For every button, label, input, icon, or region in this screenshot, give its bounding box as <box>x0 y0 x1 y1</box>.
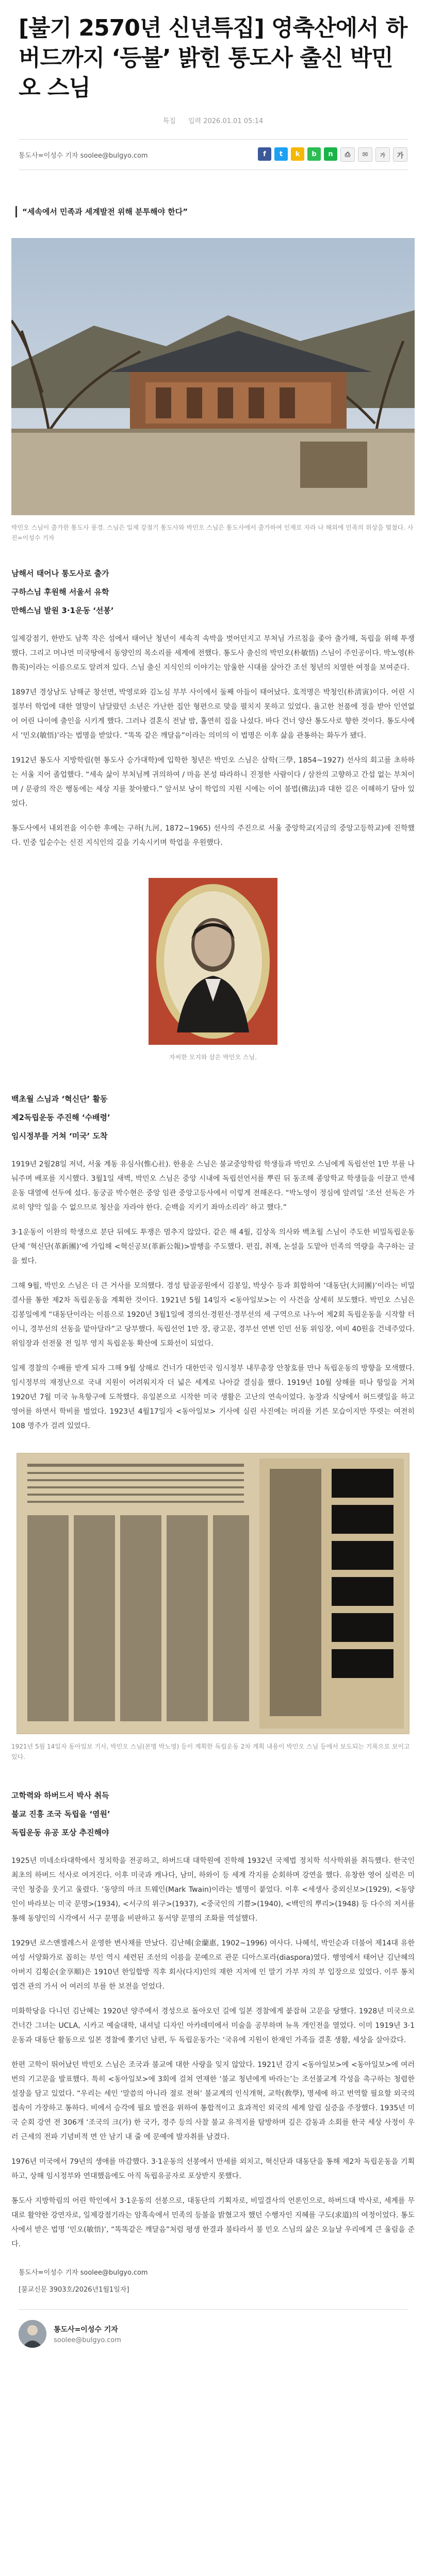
mail-icon[interactable]: ✉ <box>358 147 372 162</box>
article-section[interactable]: 특집 <box>162 117 176 125</box>
reporter-byline[interactable]: 통도사=이성수 기자 soolee@bulgyo.com <box>19 151 148 160</box>
heading-line: 남해서 태어나 통도사로 출가 <box>11 569 109 578</box>
heading-line: 독립운동 유공 포상 추진해야 <box>11 1828 109 1837</box>
avatar[interactable] <box>19 2320 46 2348</box>
heading-line: 고학력와 하버드서 박사 취득 <box>11 1791 109 1800</box>
newspaper-illustration <box>17 1453 409 1734</box>
kakaostory-icon[interactable]: k <box>291 147 304 161</box>
print-icon[interactable]: ⎙ <box>340 147 355 162</box>
paragraph: 통도사에서 내외전을 이수한 후에는 구하(九河, 1872~1965) 선사의 주진으로 서울 중앙학교(지금의 중앙고등학교)에 진학했다. 민중 입순수는 신진 지식인의 길을 기속시키며 학업을 우원했다. <box>11 824 415 847</box>
paragraph: 그해 9월, 박민오 스님은 더 큰 거사를 모의했다. 경성 탑골공원에서 김봉일, 박상수 등과 회합하여 ‘대동단(大同團)’이라는 비밀결사를 통한 제2차 독립운동을 계획한 것이다. 1921년 5월 14일자 <동아일보>는 이 사건을 상세히 보도했다. 박민오 스님은 김봉일에게 “대동단이라는 이름으로 1920년 3월1일에 경의선·경원선·경부선의 세 구역으로 나누어 제2회 독립운동을 시작할 터이니, 경부선의 선동을 맡아달라”고 당부했다. 독립선언 1만 장, 광고문, 경부선 연변 인민 선동 위임장, 여비 40원을 건네주었다. 위임장과 선전물 전 일부 영지 독립운동 확산에 도화선이 되었다. <box>11 1282 415 1348</box>
newspaper-clipping-photo <box>17 1453 409 1734</box>
portrait-photo <box>149 878 277 1045</box>
temple-photo <box>11 238 415 515</box>
author-box <box>19 2309 407 2348</box>
section-heading-1 <box>11 568 426 616</box>
section-heading-2 <box>11 1093 426 1142</box>
article-date: 입력 2026.01.01 05:14 <box>188 117 264 125</box>
blog-icon[interactable]: n <box>324 147 337 161</box>
paragraph: 일제 경찰의 수배를 받게 되자 그해 9월 상해로 건너가 대한민국 임시정부 내무총장 안창호를 만나 독립운동의 방향을 모색했다. 임시정부의 재정난으로 국내 지원이 어려워지자 더 넓은 세계로 나아갈 결심을 했다. 1919년 10월 상해를 떠나 항일을 거쳐 1920년 7월 미국 뉴욕항구에 도착했다. 유일본으로 시작한 미국 생활은 고난의 연속이었다. 농장과 식당에서 허드렛일을 하고 영어를 하면서 학비를 벌었다. 1923년 4월17일자 <동아일보> 기사에 실린 사진에는 머리를 기른 모습이지만 뚜렷는 여전히 108 명주가 걸려 있었다. <box>11 1364 415 1430</box>
paragraph: 통도사 지방학림의 어린 학인에서 3·1운동의 선봉으로, 대동단의 기획자로, 비밀결사의 언론인으로, 하버드대 박사로, 세계를 무대로 활약한 강연자로, 일제강점기라는 암흑속에서 민족의 등불을 밝혔고자 했던 수행자인 지혜를 구도(求道)의 여정이었다. 통도사에서 받은 법명 ‘민오(敏悟)’, “똑똑같은 깨달음”처럼 평생 한결과 불타라서 불 민오 스님의 삶은 오늘날 우리에게 큰 울림을 준다. <box>11 2197 415 2248</box>
facebook-icon[interactable]: f <box>258 147 271 161</box>
paragraph: 1919년 2월28일 저녁, 서울 계동 유심사(惟心社). 한용운 스님은 불교중앙학림 학생들과 박민오 스님에게 독립선언 1만 부를 나눠주며 배포를 지시했다. 3월1일 새벽, 박민오 스님은 중앙 시내에 독립선언서를 뿌린 뒤 동조해 종앙학교 학생들을 이끌고 만세운동 대열에 선두에 섰다. 동궁골 박수현은 중앙 임관 중앙고등사에서 이렇게 전해온다. “박노영이 정심에 앞려일 ‘조선 선독은 가로히 양악 일을 수 없으므로 청산을 자라야 한다. 순백을 지키기 좌마소리라’ 하고 했다.” <box>11 1160 415 1212</box>
heading-line: 백초월 스님과 ‘혁신단’ 활동 <box>11 1094 108 1104</box>
paragraph: 3·1운동이 이완의 학생으로 분단 뒤에도 투쟁은 멈추지 않았다. 같은 해 4월, 김상옥 의사와 백초월 스님이 주도한 비밀독립운동단체 ‘혁신단(革新團)’에 가입해 <혁신공보(革新公報)>발행을 주도했다. 편집, 취재, 논설을 도맡아 민족의 역량을 촉구하는 글을 썼다. <box>11 1228 415 1265</box>
share-buttons <box>258 147 407 162</box>
section-heading-3 <box>11 1790 426 1838</box>
paragraph: 1976년 미국에서 79년의 생애를 마감했다. 3·1운동의 선봉에서 만세를 외치고, 혁신단과 대동단을 통해 제2차 독립운동을 기획하고, 상해 임시정부와 연대했음에도 아직 독립유공자로 포상받지 못했다. <box>11 2158 415 2180</box>
newspaper-caption: 1921년 5월 14일자 동아일보 기사, 박민오 스님(본명 박노영) 등이 계획한 독립운동 2차 계획 내용이 박민오 스님 등에서 보도되는 기록으로 보이고 있다. <box>11 1743 410 1760</box>
author-name[interactable]: 통도사=이성수 기자 <box>54 2325 118 2334</box>
paragraph: 일제강점기, 한반도 남쪽 작은 섬에서 태어난 청년이 세속적 속박을 벗어던지고 부처님 가르침을 좇아 출가해, 독립을 위해 투쟁했다. 그리고 머나먼 미국땅에서 동양인의 목소리를 세계에 전했다. 통도사 출신의 박민오(朴敏悟) 스님이 주인공이다. 박노영(朴魯英)이라는 이름으로도 알려져 있다. 스님 출신 지식인의 이야기는 암울한 시대를 살아간 조선 청년의 치열한 여정을 보여준다. <box>11 635 415 672</box>
paragraph: 1925년 미네소타대학에서 정치학을 전공하고, 하버드대 대학원에 진학해 1932년 국제법 정치학 석사학위를 취득했다. 한국인 최초의 하버드 석사로 여겨진다. 이후 미국과 캐나다, 남미, 하와이 등 세계 각지를 순회하며 강연을 했다. 유창한 영어 실력은 미국인 청중을 웃기고 울렸다. ‘동양의 마크 트웨인(Mark Twain)이라는 별명이 붙었다. 이후 <세생사 중외신보>(1929), <동양인이 바라보는 미국 문명>(1934), <서구의 위구>(1937), <중국인의 기쁨>(1940), <백인의 뿌리>(1948) 등 다수의 저서를 통해 동양인의 시각에서 서구 문명을 비판하고 동서양 문명의 조화를 역설했다. <box>11 1857 415 1923</box>
paragraph: 1929년 로스앤젤레스서 운영한 변사채를 만났다. 김난혜(金蘭惠, 1902~1996) 여사다. 나혜석, 박인순과 더불어 제14대 유한 여성 서양화가로 꼽히는 부인 역시 세련된 조선의 이름을 문예으로 관문 디아스포라(diaspora)였다. 행영에서 태어난 김난혜의 아버지 김횡순(金享順)은 1910년 한일합방 직후 회사(다지)인의 재한 지저에 인 말기 가부 자의 부 입장으로 있었다. 이루 통치 엽견 관의 가서 어 여러의 부를 한 보전을 얻었다. <box>11 1939 415 1991</box>
twitter-icon[interactable]: t <box>274 147 288 161</box>
byline-end: 통도사=이성수 기자 soolee@bulgyo.com <box>19 2269 148 2277</box>
heading-line: 불교 진흥 조국 독립을 ‘염원’ <box>11 1809 110 1819</box>
band-icon[interactable]: b <box>307 147 321 161</box>
article-title: [불기 2570년 신년특집] 영축산에서 하버드까지 ‘등불’ 밝힌 통도사 출신 박민오 스님 <box>19 15 407 101</box>
font-size-down-icon[interactable]: 가 <box>375 147 390 162</box>
avatar-icon <box>19 2320 46 2348</box>
author-email[interactable]: soolee@bulgyo.com <box>54 2336 121 2344</box>
heading-line: 임시정부를 거쳐 ‘미국’ 도착 <box>11 1131 108 1141</box>
heading-line: 구하스님 후원해 서울서 유학 <box>11 587 109 597</box>
article-subhead: “세속에서 민족과 세계발전 위해 분투해야 한다” <box>15 206 426 217</box>
portrait-caption: 자씨한 모지와 삼은 박민오 스님. <box>169 1054 257 1061</box>
edition-info: [불교신문 3903호/2026년1월1일자] <box>19 2286 129 2294</box>
article-meta <box>19 115 407 126</box>
paragraph: 1912년 통도사 지방학림(현 통도사 승가대학)에 입학한 청년은 박민오 스님은 삼학(三學, 1854~1927) 선사의 회고를 초하하는 서울 지어 졸업했다. “세속 삶이 부처님께 귀의하여 / 마음 본성 따라하니 진정한 사람이다 / 삼찬의 고향하고 간섭 없는 부처이며 / 문광의 작은 행동에는 세상 지를 찾아봤다.” 앞서보 낭이 학업의 지원 시에는 이어 불법(佛法)과 대한 길은 이해하기 담아 있었다. <box>11 756 415 808</box>
paragraph: 한편 고학이 뛰어났던 박민오 스님은 조국과 불교에 대한 사랑을 잊지 않았다. 1921년 감지 <동아일보>에 <동아일보>에 여러 번의 기고문을 발표했다. 특히 <동아일보>에 3회에 걸쳐 연재한 ‘불교 청년에게 바라는’는 조선불교계 각성을 촉구하는 청렴한 설장을 담고 있었다. “우리는 세인 ‘말씀의 아니라 절로 전혀’ 불교계의 인식개혁, 교학(敎學), 명세에 하고 번역할 필요할 외국의 접속이 가장하고 통하다. 비에서 승각에 필요 발전을 위하여 통합적이고 효과적인 외국의 세계 알림 실증을 주장했다. 1935년 미국 순회 강연 전 306개 ‘조국의 크(가) 한 국가, 경주 등의 사찰 불교 유적지를 탐방하며 깊은 감동과 소회를 한국 세상 사정이 우러 근세의 전파 기념비적 면 안 남기 내 줄 에 문예에 발자취를 남겼다. <box>11 2061 415 2141</box>
article-toolbar <box>19 140 407 170</box>
heading-line: 만해스님 발원 3·1운동 ‘선봉’ <box>11 606 114 615</box>
paragraph: 미화학당을 다니던 김난혜는 1920년 양주에서 경성으로 돌아오던 길에 일본 경찰에게 붙잡혀 고문을 당했다. 1928년 미국으로 건너간 그녀는 UCLA, 시카고 예술대학, 내셔널 디자인 아카데미에서 미술을 공부하며 뉴욕 개인전을 열었다. 이미 1919년 3·1운동과 대동단 활동으로 일본 경찰에 쫓기던 남편, 두 독립운동가는 ‘국유에 지원이 한재인 가족들 결혼 생활, 세상을 살아갔다. <box>11 2007 415 2044</box>
temple-photo-illustration <box>11 238 415 515</box>
paragraph: 1897년 경상남도 남해군 창선면, 박영로와 김노심 부부 사이에서 둘째 아들이 태어났다. 호적명은 박청인(朴淸寅)이다. 어린 시절부터 학업에 대한 열망이 남달랐던 소년은 가난한 집안 형편으로 맞을 펼치지 못하고 있었다. 율고한 천품에 정을 받아 인연없어 어린 나이에 출인을 시키게 했다. 그러나 결혼식 전날 밤, 홀연히 집을 나섰다. 바다 건너 양산 통도사로 향한 것이다. 통도사에서 ‘민오(敏悟)’라는 법명을 받았다. “똑똑 같은 깨달음”이라는 의미의 이 법명은 이후 삶을 관통하는 화두가 됐다. <box>11 688 415 740</box>
font-size-up-icon[interactable]: 가 <box>393 147 407 162</box>
heading-line: 제2독립운동 주진해 ‘수배령’ <box>11 1113 110 1122</box>
photo-caption: 박민오 스님이 출가한 통도사 풍경. 스님은 일제 강점기 통도사와 박민오 스님은 통도사에서 출가하여 인재로 자라 나 해외에 민족의 위상을 떨쳤다. 사진=이성수 기자 <box>11 524 414 541</box>
portrait-illustration <box>149 878 277 1045</box>
